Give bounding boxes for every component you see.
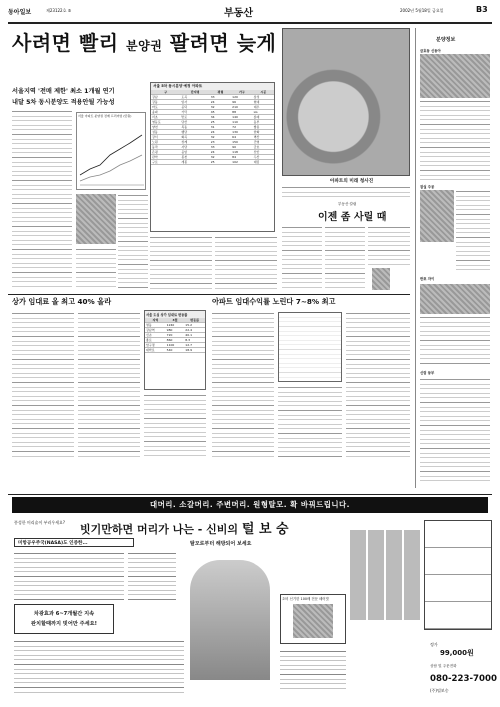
rent-header-cell: 변동률 bbox=[184, 318, 205, 323]
presale-cell: 건영 bbox=[253, 140, 274, 145]
presale-cell: 25 bbox=[210, 120, 231, 125]
article-body-mid1 bbox=[118, 194, 148, 290]
ad-footer-text bbox=[14, 640, 184, 696]
column-body-2 bbox=[325, 226, 365, 290]
presale-cell: 송파 bbox=[151, 110, 180, 115]
presale-cell: 140 bbox=[231, 115, 252, 120]
ad-price: 99,000원 bbox=[440, 649, 474, 657]
sidebar-item-1: 잠실 주공 bbox=[420, 185, 435, 189]
presale-header-cell: 평형 bbox=[210, 90, 231, 95]
ad-question: 풍성한 머리숱이 부러우세요? bbox=[14, 520, 66, 525]
photo-caption: 아파트의 미래 청사진 bbox=[330, 179, 374, 184]
masthead-section-no: 제23122호 ⑤ bbox=[46, 8, 72, 13]
ad-model-photo bbox=[190, 560, 270, 680]
presale-cell: 118 bbox=[231, 150, 252, 155]
presale-cell: 24 bbox=[210, 100, 231, 105]
presale-cell: 사당 bbox=[180, 145, 209, 150]
ad-product-label: 초비 신기한 100배 전문 헤어빗 bbox=[282, 597, 329, 601]
sidebar-item-0: 금호동 신동아 bbox=[420, 49, 441, 53]
presale-cell: 동부 bbox=[253, 120, 274, 125]
presale-cell: 암사 bbox=[180, 100, 209, 105]
presale-header-cell: 시공 bbox=[253, 90, 274, 95]
sidebar-text-0 bbox=[420, 100, 490, 180]
presale-cell: 102 bbox=[231, 160, 252, 165]
presale-cell: 상계 bbox=[180, 140, 209, 145]
sidebar-photo-1 bbox=[420, 190, 454, 242]
article-body-col4 bbox=[215, 236, 277, 290]
rent-cell: 강남역 bbox=[145, 328, 166, 333]
presale-cell: 당산 bbox=[180, 120, 209, 125]
rent-cell: 22.4 bbox=[184, 328, 205, 333]
sec2-body-3 bbox=[144, 394, 206, 457]
column-tag: 부동산 칼럼 bbox=[338, 202, 357, 206]
presale-cell: 96 bbox=[231, 100, 252, 105]
rent-cell: 860 bbox=[166, 338, 185, 343]
presale-cell: 마포 bbox=[151, 105, 180, 110]
article-body-mid2 bbox=[76, 248, 116, 290]
graph-lines bbox=[78, 125, 146, 189]
presale-cell: 두산 bbox=[253, 155, 274, 160]
sidebar-text-3 bbox=[420, 378, 490, 484]
column-title: 이젠 좀 사릴 때 bbox=[318, 212, 387, 223]
presale-cell: 90 bbox=[231, 145, 252, 150]
ad-product-box bbox=[280, 594, 346, 644]
ad-top-rule bbox=[8, 494, 492, 495]
presale-cell: 노원 bbox=[151, 140, 180, 145]
presale-cell: 가락 bbox=[180, 110, 209, 115]
ad-headline-text: 빗기만하면 머리가 나는 - 신비의 bbox=[80, 523, 239, 536]
presale-cell: 대우 bbox=[253, 105, 274, 110]
rent-cell: 18.9 bbox=[184, 348, 205, 353]
presale-row bbox=[151, 160, 274, 165]
presale-cell: 72 bbox=[231, 125, 252, 130]
presale-cell: 210 bbox=[231, 105, 252, 110]
presale-cell: 110 bbox=[231, 120, 252, 125]
sec2-headline: 상가 임대료 올 최고 40% 올라 bbox=[12, 297, 112, 306]
presale-cell: 응암 bbox=[180, 150, 209, 155]
sec2-body-5 bbox=[278, 386, 342, 457]
presale-cell: 24 bbox=[210, 130, 231, 135]
graph-title: 서울 아파트 분양권 전매 프리미엄 (만원) bbox=[78, 114, 132, 118]
ad-offer-box bbox=[14, 604, 114, 634]
sidebar-item-2: 반포 자이 bbox=[420, 277, 435, 281]
presale-cell: 영등포 bbox=[151, 120, 180, 125]
sec2-body-2 bbox=[78, 312, 140, 457]
rent-header-cell: 4월 bbox=[166, 318, 185, 323]
presale-cell: 금호 bbox=[253, 145, 274, 150]
presale-cell: 25 bbox=[210, 160, 231, 165]
presale-cell: 33 bbox=[210, 145, 231, 150]
deck-1: 서울지역 '전매 제한' 최소 1개월 연기 bbox=[12, 88, 115, 95]
rent-cell: 540 bbox=[166, 348, 185, 353]
ad-faces-grid bbox=[350, 530, 420, 620]
presale-cell: 한화 bbox=[253, 130, 274, 135]
rent-header-cell: 지역 bbox=[145, 318, 166, 323]
sidebar-photo-2 bbox=[420, 284, 490, 314]
building-photo bbox=[76, 194, 116, 244]
ad-mid-text bbox=[280, 650, 346, 690]
rent-cell: 980 bbox=[166, 328, 185, 333]
ad-before-after bbox=[424, 520, 492, 630]
presale-cell: 롯데 bbox=[253, 115, 274, 120]
presale-cell: 공덕 bbox=[180, 105, 209, 110]
presale-header-cell: 단지명 bbox=[180, 90, 209, 95]
ad-phone: 080-223-7000 bbox=[430, 674, 497, 684]
presale-cell: 서초 bbox=[151, 115, 180, 120]
ad-nasa: 미항공우주국(NASA)도 인증한... bbox=[14, 538, 134, 547]
presale-cell: 34 bbox=[210, 115, 231, 120]
presale-cell: 130 bbox=[231, 130, 252, 135]
sec2-table bbox=[144, 310, 206, 390]
presale-cell: 32 bbox=[210, 135, 231, 140]
presale-cell: 84 bbox=[231, 155, 252, 160]
sec2-body-6 bbox=[346, 312, 410, 457]
table-presale bbox=[150, 82, 275, 232]
presale-header-cell: 가구 bbox=[231, 90, 252, 95]
ad-price-label: 정가 bbox=[430, 642, 438, 647]
presale-cell: 강서 bbox=[151, 135, 180, 140]
ad-left-text bbox=[14, 552, 124, 600]
presale-cell: 강동 bbox=[151, 100, 180, 105]
column-body-1 bbox=[282, 226, 322, 290]
ad-offer-1: 차광효과 6~7개월간 지속 bbox=[33, 611, 95, 617]
rent-row bbox=[145, 348, 205, 353]
masthead-date: 2002년 5월18일 금요일 bbox=[400, 8, 444, 13]
table-presale-title: 서울 5차 동시분양 예정 아파트 bbox=[151, 83, 274, 90]
sec2-table-title: 서울 도심 상가 임대료 변동률 bbox=[145, 311, 205, 318]
presale-cell: 목동 bbox=[180, 125, 209, 130]
rent-cell: 대학로 bbox=[145, 348, 166, 353]
sidebar-title: 분양정보 bbox=[436, 37, 456, 43]
aerial-photo bbox=[282, 28, 410, 176]
presale-cell: 현대 bbox=[253, 100, 274, 105]
presale-cell: 88 bbox=[231, 110, 252, 115]
presale-cell: 양천 bbox=[151, 125, 180, 130]
presale-cell: 150 bbox=[231, 140, 252, 145]
sidebar-text-1 bbox=[456, 190, 490, 270]
presale-cell: 120 bbox=[231, 95, 252, 100]
ad-phone-label: 상담 및 주문전화 bbox=[430, 664, 457, 668]
section-title: 부동산 bbox=[224, 8, 253, 19]
deck-2: 내달 5차 동시분양도 적용안될 가능성 bbox=[12, 99, 115, 106]
article-body-left bbox=[12, 110, 72, 290]
presale-cell: 반포 bbox=[180, 115, 209, 120]
rent-cell: 1240 bbox=[166, 323, 185, 328]
presale-header-cell: 구 bbox=[151, 90, 180, 95]
rent-cell: 종로 bbox=[145, 338, 166, 343]
ad-left-text2 bbox=[128, 552, 176, 600]
presale-cell: 성동 bbox=[151, 130, 180, 135]
rent-cell: 1100 bbox=[166, 343, 185, 348]
headline-part1: 사려면 빨리 bbox=[12, 31, 119, 55]
masthead bbox=[8, 4, 492, 22]
presale-cell: 봉천 bbox=[180, 155, 209, 160]
rent-cell: 15.2 bbox=[184, 323, 205, 328]
presale-cell: 관악 bbox=[151, 155, 180, 160]
presale-cell: 강남 bbox=[151, 95, 180, 100]
presale-cell: 은평 bbox=[151, 150, 180, 155]
rent-cell: 40.1 bbox=[184, 333, 205, 338]
sec2-body-1 bbox=[12, 312, 74, 457]
presale-cell: 쌍용 bbox=[253, 125, 274, 130]
presale-cell: 화곡 bbox=[180, 135, 209, 140]
presale-cell: 동작 bbox=[151, 145, 180, 150]
presale-cell: 23 bbox=[210, 140, 231, 145]
ad-offer-2: 완치할때까지 빗어만 주세요! bbox=[30, 621, 98, 627]
ad-banner: 대머리. 소갈머리. 주변머리. 원형탈모. 확 바꿔드립니다. bbox=[12, 497, 488, 513]
sec2-body-4 bbox=[212, 312, 274, 457]
presale-cell: 32 bbox=[210, 155, 231, 160]
ad-headline bbox=[80, 518, 289, 537]
rent-cell: 압구정 bbox=[145, 343, 166, 348]
ad-company: (주)털보숭 bbox=[430, 688, 449, 693]
presale-cell: 24 bbox=[210, 150, 231, 155]
sidebar-item-3: 신림 동부 bbox=[420, 371, 435, 375]
photo-caption-body bbox=[282, 186, 410, 198]
presale-cell: 32 bbox=[210, 105, 231, 110]
presale-cell: 신안 bbox=[253, 150, 274, 155]
section-divider bbox=[8, 294, 410, 295]
article-body-col3 bbox=[150, 236, 212, 290]
presale-cell: 64 bbox=[231, 135, 252, 140]
sidebar-text-2 bbox=[420, 316, 490, 364]
graph-premium bbox=[76, 112, 146, 190]
columnist-photo bbox=[372, 268, 390, 290]
sec2-table-grid bbox=[145, 318, 205, 353]
headline-part2: 팔려면 늦게 bbox=[169, 31, 277, 55]
presale-cell: 도곡 bbox=[180, 95, 209, 100]
masthead-rule bbox=[8, 22, 492, 24]
ad-brand: 털 보 숭 bbox=[241, 522, 289, 537]
rent-cell: 명동 bbox=[145, 323, 166, 328]
presale-cell: 45 bbox=[210, 110, 231, 115]
page-number: B3 bbox=[476, 5, 488, 14]
sec2-chart-box bbox=[278, 312, 342, 382]
masthead-paper: 동아일보 bbox=[8, 9, 32, 16]
rent-cell: 8.3 bbox=[184, 338, 205, 343]
presale-cell: 33 bbox=[210, 95, 231, 100]
rent-cell: 12.7 bbox=[184, 343, 205, 348]
sec2-headline2: 아파트 임대수익률 노린다 7~8% 최고 bbox=[212, 297, 336, 306]
presale-cell: LG bbox=[253, 110, 274, 115]
sidebar bbox=[415, 28, 493, 488]
presale-cell: 행당 bbox=[180, 130, 209, 135]
headline-sub: 분양권 bbox=[126, 39, 163, 53]
presale-cell: 31 bbox=[210, 125, 231, 130]
presale-cell: 구로 bbox=[151, 160, 180, 165]
ad-product-photo bbox=[293, 604, 333, 638]
column-body-3 bbox=[368, 226, 410, 266]
rent-cell: 신촌 bbox=[145, 333, 166, 338]
sidebar-photo-0 bbox=[420, 54, 490, 98]
main-headline bbox=[12, 27, 282, 55]
presale-cell: 대림 bbox=[253, 160, 274, 165]
presale-cell: 벽산 bbox=[253, 135, 274, 140]
ad-red-title: 탈모로부터 해방되어 보세요 bbox=[190, 541, 252, 547]
table-presale-grid bbox=[151, 90, 274, 165]
rent-cell: 720 bbox=[166, 333, 185, 338]
presale-cell: 삼성 bbox=[253, 95, 274, 100]
presale-cell: 개봉 bbox=[180, 160, 209, 165]
